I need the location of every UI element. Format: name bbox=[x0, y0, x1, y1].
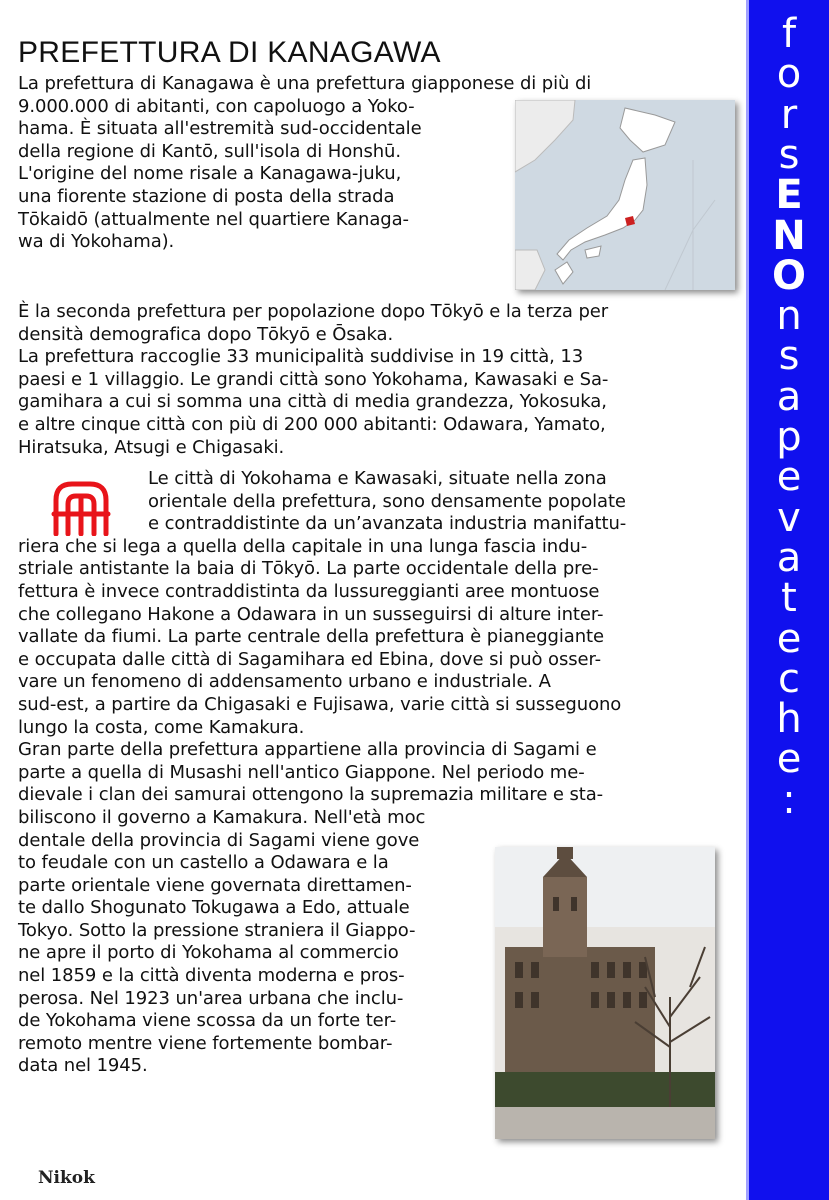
sidebar-letter: e bbox=[776, 736, 802, 783]
text-line: Hiratsuka, Atsugi e Chigasaki. bbox=[18, 436, 285, 458]
text-line: ne apre il porto di Yokohama al commercio bbox=[18, 942, 399, 964]
sidebar-letter: e bbox=[776, 615, 802, 662]
text-line: 9.000.000 di abitanti, con capoluogo a Yoko- bbox=[18, 95, 415, 117]
sidebar-letter: s bbox=[778, 131, 800, 178]
text-line: biliscono il governo a Kamakura. Nell'età moc bbox=[18, 806, 426, 828]
sidebar-letter: t bbox=[781, 575, 797, 622]
text-line: e altre cinque città con più di 200 000 abitanti: Odawara, Yamato, bbox=[18, 413, 606, 435]
text-line: gamihara a cui si somma una città di media grandezza, Yokosuka, bbox=[18, 391, 607, 413]
text-line: vallate da fiumi. La parte centrale della prefettura è pianeggiante bbox=[18, 626, 604, 648]
sidebar-vertical-banner bbox=[746, 0, 829, 1200]
prefectural-office-photo bbox=[495, 847, 715, 1139]
text-line: Le città di Yokohama e Kawasaki, situate nella zona bbox=[148, 468, 607, 489]
sidebar-letter: v bbox=[777, 494, 801, 541]
text-line: nel 1859 e la città diventa moderna e pros- bbox=[18, 965, 405, 987]
sidebar-letter: p bbox=[776, 414, 802, 460]
text-line: lungo la costa, come Kamakura. bbox=[18, 716, 305, 738]
sidebar-letter: E bbox=[775, 172, 803, 219]
text-line: data nel 1945. bbox=[18, 1055, 148, 1077]
sidebar-letter: n bbox=[776, 293, 802, 340]
sidebar-letter: : bbox=[782, 776, 796, 823]
text-line: e occupata dalle città di Sagamihara ed Ebina, dove si può osser- bbox=[18, 648, 602, 670]
sidebar-letter: r bbox=[780, 91, 798, 138]
text-line: La prefettura raccoglie 33 municipalità suddivise in 19 città, 13 bbox=[18, 346, 584, 368]
article bbox=[18, 0, 726, 1200]
sidebar-letter: a bbox=[776, 534, 802, 581]
text-line: fettura è invece contraddistinta da lussureggianti aree montuose bbox=[18, 580, 600, 602]
text-line: dievale i clan dei samurai ottengono la supremazia militare e sta- bbox=[18, 784, 604, 806]
sidebar-letter: o bbox=[776, 51, 802, 98]
text-line: e contraddistinte da un’avanzata industria manifattu- bbox=[148, 513, 627, 535]
text-line: della regione di Kantō, sull'isola di Honshū. bbox=[18, 140, 401, 162]
text-line: hama. È situata all'estremità sud-occidentale bbox=[18, 118, 422, 140]
sidebar-letter: c bbox=[778, 655, 800, 702]
text-line: to feudale con un castello a Odawara e la bbox=[18, 852, 389, 874]
text-line: L'origine del nome risale a Kanagawa-juku, bbox=[18, 163, 402, 185]
text-line: Tōkaidō (attualmente nel quartiere Kanaga- bbox=[18, 208, 409, 230]
text-line: paesi e 1 villaggio. Le grandi città sono Yokohama, Kawasaki e Sa- bbox=[18, 368, 609, 390]
text-line: parte orientale viene governata direttamen- bbox=[18, 874, 412, 896]
text-line: wa di Yokohama). bbox=[18, 231, 175, 253]
text-line: riera che si lega a quella della capitale in una lunga fascia indu- bbox=[18, 535, 588, 557]
text-line: che collegano Hakone a Odawara in un susseguirsi di alture inter- bbox=[18, 603, 604, 625]
text-line: È la seconda prefettura per popolazione dopo Tōkyō e la terza per bbox=[18, 301, 609, 322]
text-line: Tokyo. Sotto la pressione straniera il Giappo- bbox=[18, 919, 416, 941]
intro-paragraph bbox=[18, 73, 591, 254]
building-photo-icon bbox=[495, 847, 715, 1139]
page-title: PREFETTURA DI KANAGAWA bbox=[18, 36, 441, 69]
sidebar-letter: h bbox=[776, 696, 802, 743]
sidebar-letter: s bbox=[778, 333, 800, 380]
text-line: orientale della prefettura, sono densamente popolate bbox=[148, 490, 626, 512]
text-line: vare un fenomeno di addensamento urbano e industriale. A bbox=[18, 671, 551, 693]
sidebar-letter: a bbox=[776, 373, 802, 420]
text-line: parte a quella di Musashi nell'antico Giappone. Nel periodo me- bbox=[18, 761, 585, 783]
text-line: de Yokohama viene scossa da un forte ter- bbox=[18, 1010, 397, 1032]
sidebar-letter: e bbox=[776, 454, 802, 501]
text-line: sud-est, a partire da Chigasaki e Fujisawa, varie città si susseguono bbox=[18, 693, 622, 715]
population-paragraph bbox=[18, 301, 608, 459]
text-line: una fiorente stazione di posta della strada bbox=[18, 185, 395, 207]
sidebar-letter: N bbox=[772, 212, 806, 259]
text-line: remoto mentre viene fortemente bombar- bbox=[18, 1032, 393, 1054]
sidebar-letter: f bbox=[781, 11, 797, 57]
text-line: striale antistante la baia di Tōkyō. La parte occidentale della pre- bbox=[18, 558, 599, 580]
japan-map-image bbox=[515, 100, 735, 290]
text-line: perosa. Nel 1923 un'area urbana che inclu- bbox=[18, 987, 404, 1009]
japan-map-icon bbox=[515, 100, 735, 290]
sidebar-letter: O bbox=[771, 252, 806, 299]
text-line: densità demografica dopo Tōkyō e Ōsaka. bbox=[18, 323, 394, 345]
author-signature: Nikok bbox=[38, 1168, 95, 1188]
text-line: dentale della provincia di Sagami viene gove bbox=[18, 829, 420, 851]
text-line: Gran parte della prefettura appartiene alla provincia di Sagami e bbox=[18, 739, 597, 761]
text-line: te dallo Shogunato Tokugawa a Edo, attuale bbox=[18, 897, 410, 919]
text-line: La prefettura di Kanagawa è una prefettura giapponese di più di bbox=[18, 73, 592, 94]
